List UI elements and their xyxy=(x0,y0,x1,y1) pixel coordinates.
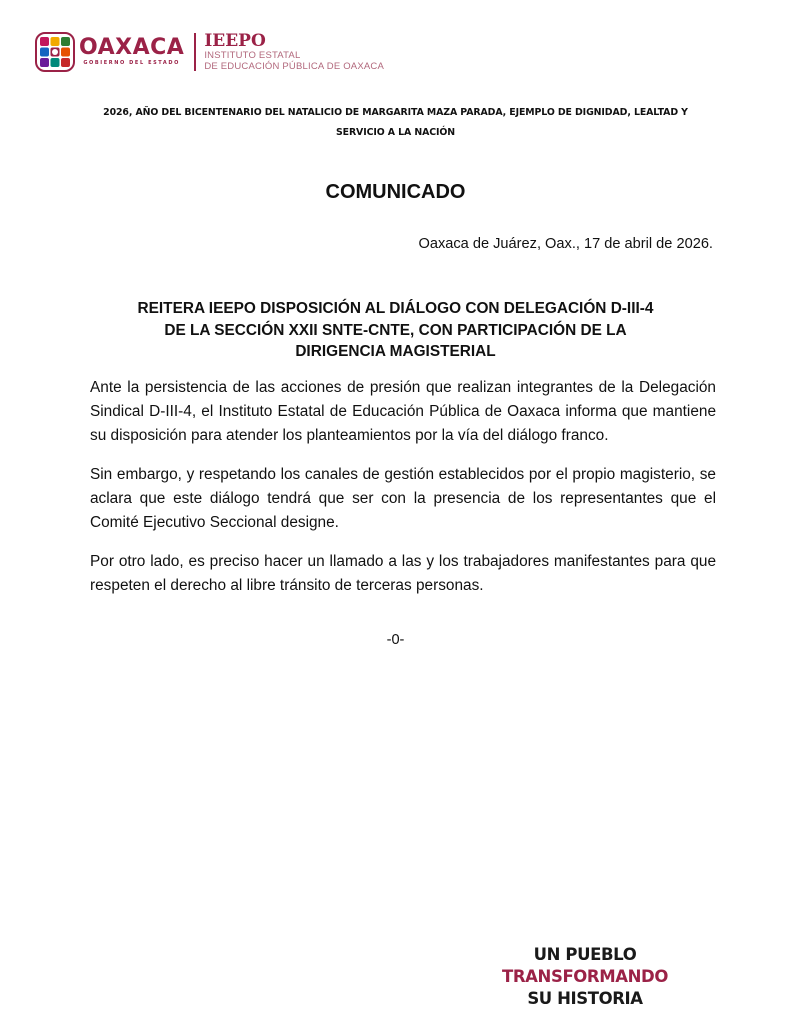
oaxaca-seal-icon xyxy=(35,32,75,72)
body-text xyxy=(90,376,716,613)
body-paragraph-3: Por otro lado, es preciso hacer un llamado a las y los trabajadores manifestantes para que respeten el derecho al libre tránsito de terceras personas. xyxy=(90,553,716,594)
body-paragraph-2: Sin embargo, y respetando los canales de gestión establecidos por el propio magisterio, se aclara que este diálogo tendrá que ser con la presencia de los representantes que el Comité Ejecutivo Seccional designe. xyxy=(90,466,716,531)
year-motto-line1: 2026, AÑO DEL BICENTENARIO DEL NATALICIO DE MARGARITA MAZA PARADA, EJEMPLO DE DIGNIDAD, LEALTAD Y xyxy=(103,107,688,118)
document-title: COMUNICADO xyxy=(325,181,466,203)
footer-slogan-part1: UN PUEBLO xyxy=(533,945,637,964)
oaxaca-logo xyxy=(79,37,184,67)
end-mark: -0- xyxy=(386,632,405,648)
ieepo-logo-line2: DE EDUCACIÓN PÚBLICA DE OAXACA xyxy=(204,61,384,72)
headline-line3: DIRIGENCIA MAGISTERIAL xyxy=(295,343,496,360)
ieepo-logo-acronym: IEEPO xyxy=(204,31,266,51)
year-motto-line2: SERVICIO A LA NACIÓN xyxy=(335,127,456,138)
footer-slogan-line1 xyxy=(452,944,718,988)
footer-slogan-line2: SU HISTORIA xyxy=(527,989,643,1008)
header-logos xyxy=(35,31,384,73)
logo-divider xyxy=(194,33,196,71)
footer-slogan xyxy=(452,944,718,1010)
footer-slogan-part2: TRANSFORMANDO xyxy=(502,967,668,986)
headline xyxy=(90,298,701,363)
body-paragraph-1: Ante la persistencia de las acciones de presión que realizan integrantes de la Delegación Sindical D-III-4, el Instituto Estatal de Educación Pública de Oaxaca informa que mantiene su disposición para atender los planteamientos por la vía del diálogo franco. xyxy=(90,379,716,444)
headline-line2: DE LA SECCIÓN XXII SNTE-CNTE, CON PARTICIPACIÓN DE LA xyxy=(164,321,627,339)
ieepo-logo-line1: INSTITUTO ESTATAL xyxy=(204,50,301,61)
ieepo-logo xyxy=(204,32,384,72)
headline-line1: REITERA IEEPO DISPOSICIÓN AL DIÁLOGO CON DELEGACIÓN D-III-4 xyxy=(137,300,654,317)
date-line: Oaxaca de Juárez, Oax., 17 de abril de 2026. xyxy=(418,236,713,252)
oaxaca-logo-word: OAXACA xyxy=(79,35,185,60)
year-motto xyxy=(70,103,721,143)
oaxaca-logo-subtitle: GOBIERNO DEL ESTADO xyxy=(83,60,180,66)
